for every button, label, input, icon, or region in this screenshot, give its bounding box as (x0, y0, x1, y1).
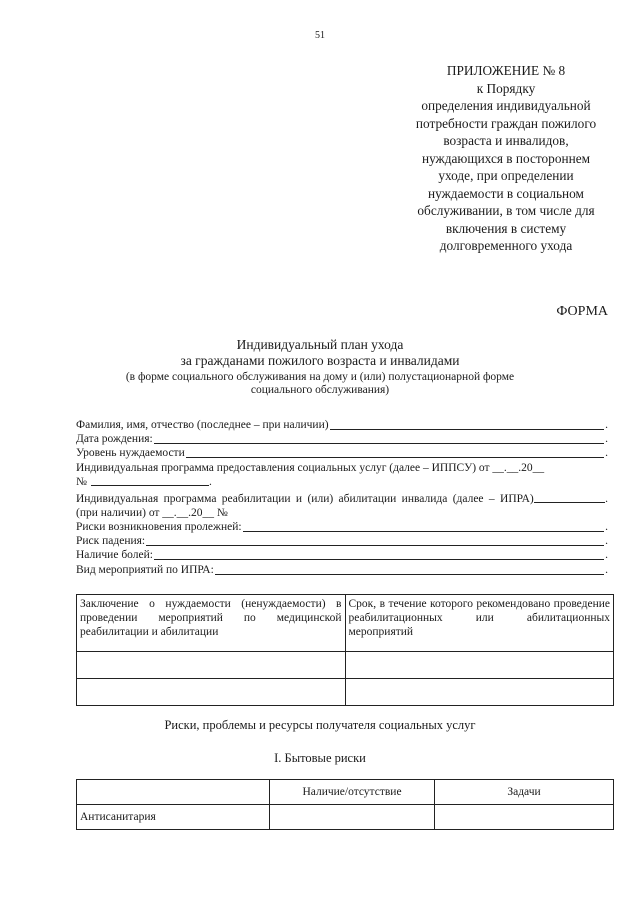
document-title: Индивидуальный план ухода (236, 337, 404, 352)
document-note: (в форме социального обслуживания на дому и (или) полустационарной форме социального обслуживания) (125, 371, 515, 396)
table-header: Наличие/отсутствие (270, 780, 435, 805)
section-heading: I. Бытовые риски (274, 751, 366, 765)
page-number: 51 (315, 30, 325, 41)
table-cell[interactable] (345, 652, 614, 679)
table-cell: Антисанитария (77, 805, 270, 830)
appendix-line: к Порядку (476, 80, 536, 96)
risks-heading: Риски, проблемы и ресурсы получателя социальных услуг (164, 718, 476, 732)
appendix-line: возраста и инвалидов, (443, 133, 569, 148)
bedsore-risk-line[interactable] (243, 520, 605, 532)
document-heading (60, 337, 580, 397)
appendix-line: включения в систему (445, 220, 567, 236)
table-cell[interactable] (77, 652, 346, 679)
appendix-line: обслуживании, в том числе для (417, 203, 595, 218)
field-ippsu (76, 461, 608, 475)
rehabilitation-table (76, 594, 614, 706)
form-fields (76, 418, 608, 577)
document-subtitle: за гражданами пожилого возраста и инвалидами (180, 353, 460, 368)
table-cell[interactable] (77, 679, 346, 706)
field-label: Индивидуальная программа предоставления социальных услуг (далее – ИППСУ) от __.__.20__ (76, 461, 545, 474)
table-cell[interactable] (435, 805, 614, 830)
table-header: Заключение о нуждаемости (ненуждаемости) в проведении мероприятий по медицинской реабилитации и абилитации (77, 595, 346, 652)
birth-date-line[interactable] (154, 432, 604, 444)
field-label: Вид мероприятий по ИПРА: (76, 563, 214, 576)
field-label: Наличие болей: (76, 549, 153, 562)
dependency-level-line[interactable] (186, 446, 604, 458)
ippsu-number-line[interactable] (91, 475, 209, 486)
appendix-title: ПРИЛОЖЕНИЕ № 8 (446, 63, 566, 78)
field-label: Уровень нуждаемости (76, 447, 185, 460)
field-ipra-measures: Вид мероприятий по ИПРА: . (76, 563, 608, 576)
appendix-line: потребности граждан пожилого (415, 115, 597, 131)
field-label: Индивидуальная программа реабилитации и (или) абилитации инвалида (далее – ИПРА) (при наличии) от __.__.20__ № (76, 492, 534, 519)
field-label: № (76, 475, 87, 488)
field-ipra: Индивидуальная программа реабилитации и (или) абилитации инвалида (далее – ИПРА) (при наличии) от __.__.20__ № . (76, 492, 608, 519)
field-dependency-level: Уровень нуждаемости . (76, 447, 608, 460)
field-label: Дата рождения: (76, 433, 153, 446)
appendix-line: долговременного ухода (439, 238, 573, 253)
appendix-block (392, 62, 620, 255)
table-row (77, 805, 614, 830)
field-label: Фамилия, имя, отчество (последнее – при наличии) (76, 419, 329, 431)
field-fall-risk: Риск падения: . (76, 535, 608, 548)
field-ippsu-number: № . (76, 475, 212, 488)
pain-line[interactable] (154, 548, 604, 560)
appendix-line: уходе, при определении (438, 168, 574, 183)
field-label: Риски возникновения пролежней: (76, 520, 242, 533)
ipra-measures-line[interactable] (215, 563, 604, 575)
table-header: Срок, в течение которого рекомендовано проведение реабилитационных или абилитационных мероприятий (345, 595, 614, 652)
field-label: Риск падения: (76, 535, 146, 548)
field-birth-date: Дата рождения: . (76, 433, 608, 446)
table-header: Задачи (435, 780, 614, 805)
ipra-number-line[interactable] (534, 492, 605, 503)
table-cell[interactable] (270, 805, 435, 830)
table-header (77, 780, 270, 805)
fall-risk-line[interactable] (146, 534, 604, 546)
field-pain: Наличие болей: . (76, 549, 608, 562)
household-risks-table (76, 779, 614, 830)
full-name-line[interactable] (330, 418, 605, 430)
table-cell[interactable] (345, 679, 614, 706)
appendix-line: определения индивидуальной (421, 98, 591, 113)
appendix-line: нуждающихся в постороннем (421, 150, 591, 166)
form-label: ФОРМА (556, 304, 608, 319)
appendix-line: нуждаемости в социальном (428, 185, 584, 201)
field-full-name: Фамилия, имя, отчество (последнее – при наличии) . (76, 419, 608, 431)
field-bedsore-risk: Риски возникновения пролежней: . (76, 520, 608, 533)
